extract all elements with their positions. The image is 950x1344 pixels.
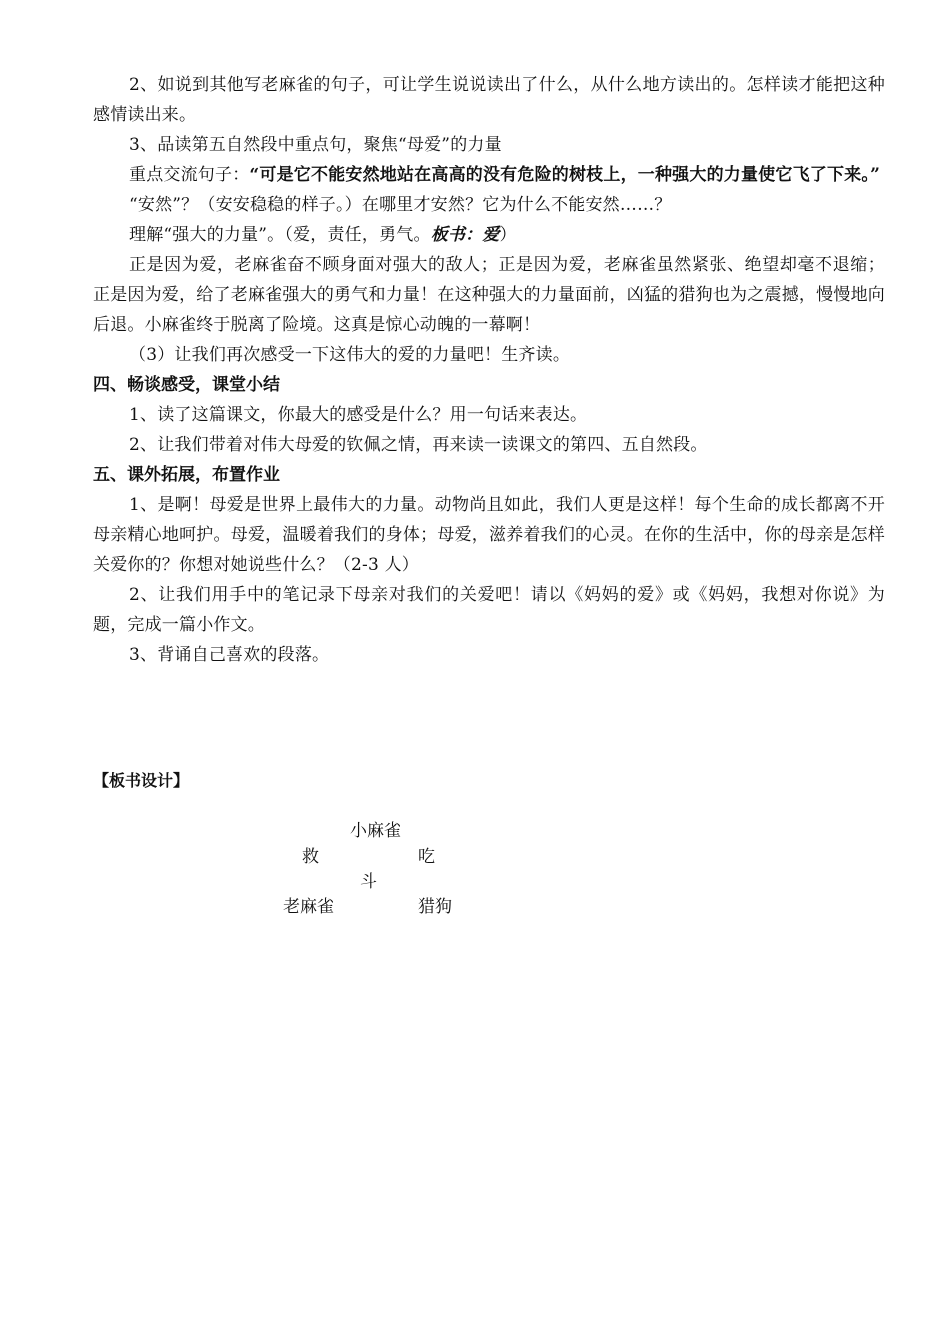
lesson-body bbox=[93, 70, 885, 670]
paragraph-4: “安然”？（安安稳稳的样子。）在哪里才安然？它为什么不能安然……？ bbox=[129, 195, 672, 215]
board-top-word: 小麻雀 bbox=[350, 821, 401, 841]
paragraph-5 bbox=[93, 220, 885, 250]
paragraph-1: 2、如说到其他写老麻雀的句子，可让学生说说读出了什么，从什么地方读出的。怎样读才能把这种感情读出来。 bbox=[93, 75, 885, 125]
paragraph-10: 1、是啊！母爱是世界上最伟大的力量。动物尚且如此，我们人更是这样！每个生命的成长都离不开母亲精心地呵护。母爱，温暖着我们的身体；母爱，滋养着我们的心灵。在你的生活中，你的母亲是怎样关爱你的？你想对她说些什么？（2-3 人） bbox=[93, 495, 885, 575]
board-design-title: 【板书设计】 bbox=[93, 771, 190, 790]
paragraph-9: 2、让我们带着对伟大母爱的钦佩之情，再来读一读课文的第四、五自然段。 bbox=[129, 435, 708, 455]
paragraph-12: 3、背诵自己喜欢的段落。 bbox=[129, 645, 330, 665]
paragraph-8: 1、读了这篇课文，你最大的感受是什么？用一句话来表达。 bbox=[129, 405, 588, 425]
paragraph-2: 3、品读第五自然段中重点句，聚焦“母爱”的力量 bbox=[129, 135, 502, 155]
board-right-verb: 吃 bbox=[418, 847, 435, 867]
paragraph-3-prefix: 重点交流句子： bbox=[129, 165, 250, 185]
section-heading-4: 四、畅谈感受，课堂小结 bbox=[93, 375, 280, 395]
paragraph-6: 正是因为爱，老麻雀奋不顾身面对强大的敌人；正是因为爱，老麻雀虽然紧张、绝望却毫不退缩；正是因为爱，给了老麻雀强大的勇气和力量！在这种强大的力量面前，凶猛的猎狗也为之震撼，慢慢地向后退。小麻雀终于脱离了险境。这真是惊心动魄的一幕啊！ bbox=[93, 255, 885, 335]
paragraph-11: 2、让我们用手中的笔记录下母亲对我们的关爱吧！请以《妈妈的爱》或《妈妈，我想对你说》为题，完成一篇小作文。 bbox=[93, 585, 885, 635]
key-sentence-quote: “可是它不能安然地站在高高的没有危险的树枝上，一种强大的力量使它飞了下来。” bbox=[249, 165, 881, 185]
board-bottom-right-word: 猎狗 bbox=[418, 897, 452, 917]
paragraph-3 bbox=[93, 160, 885, 190]
paragraph-7: （3）让我们再次感受一下这伟大的爱的力量吧！生齐读。 bbox=[129, 345, 571, 365]
section-heading-5: 五、课外拓展，布置作业 bbox=[93, 465, 280, 485]
paragraph-5-prefix: 理解“强大的力量”。（爱，责任，勇气。 bbox=[129, 225, 431, 245]
paragraph-5-suffix: ） bbox=[499, 225, 517, 245]
board-left-verb: 救 bbox=[302, 847, 319, 867]
board-center-word: 斗 bbox=[360, 872, 377, 892]
board-bottom-left-word: 老麻雀 bbox=[283, 897, 334, 917]
board-note: 板书：爱 bbox=[430, 225, 500, 245]
